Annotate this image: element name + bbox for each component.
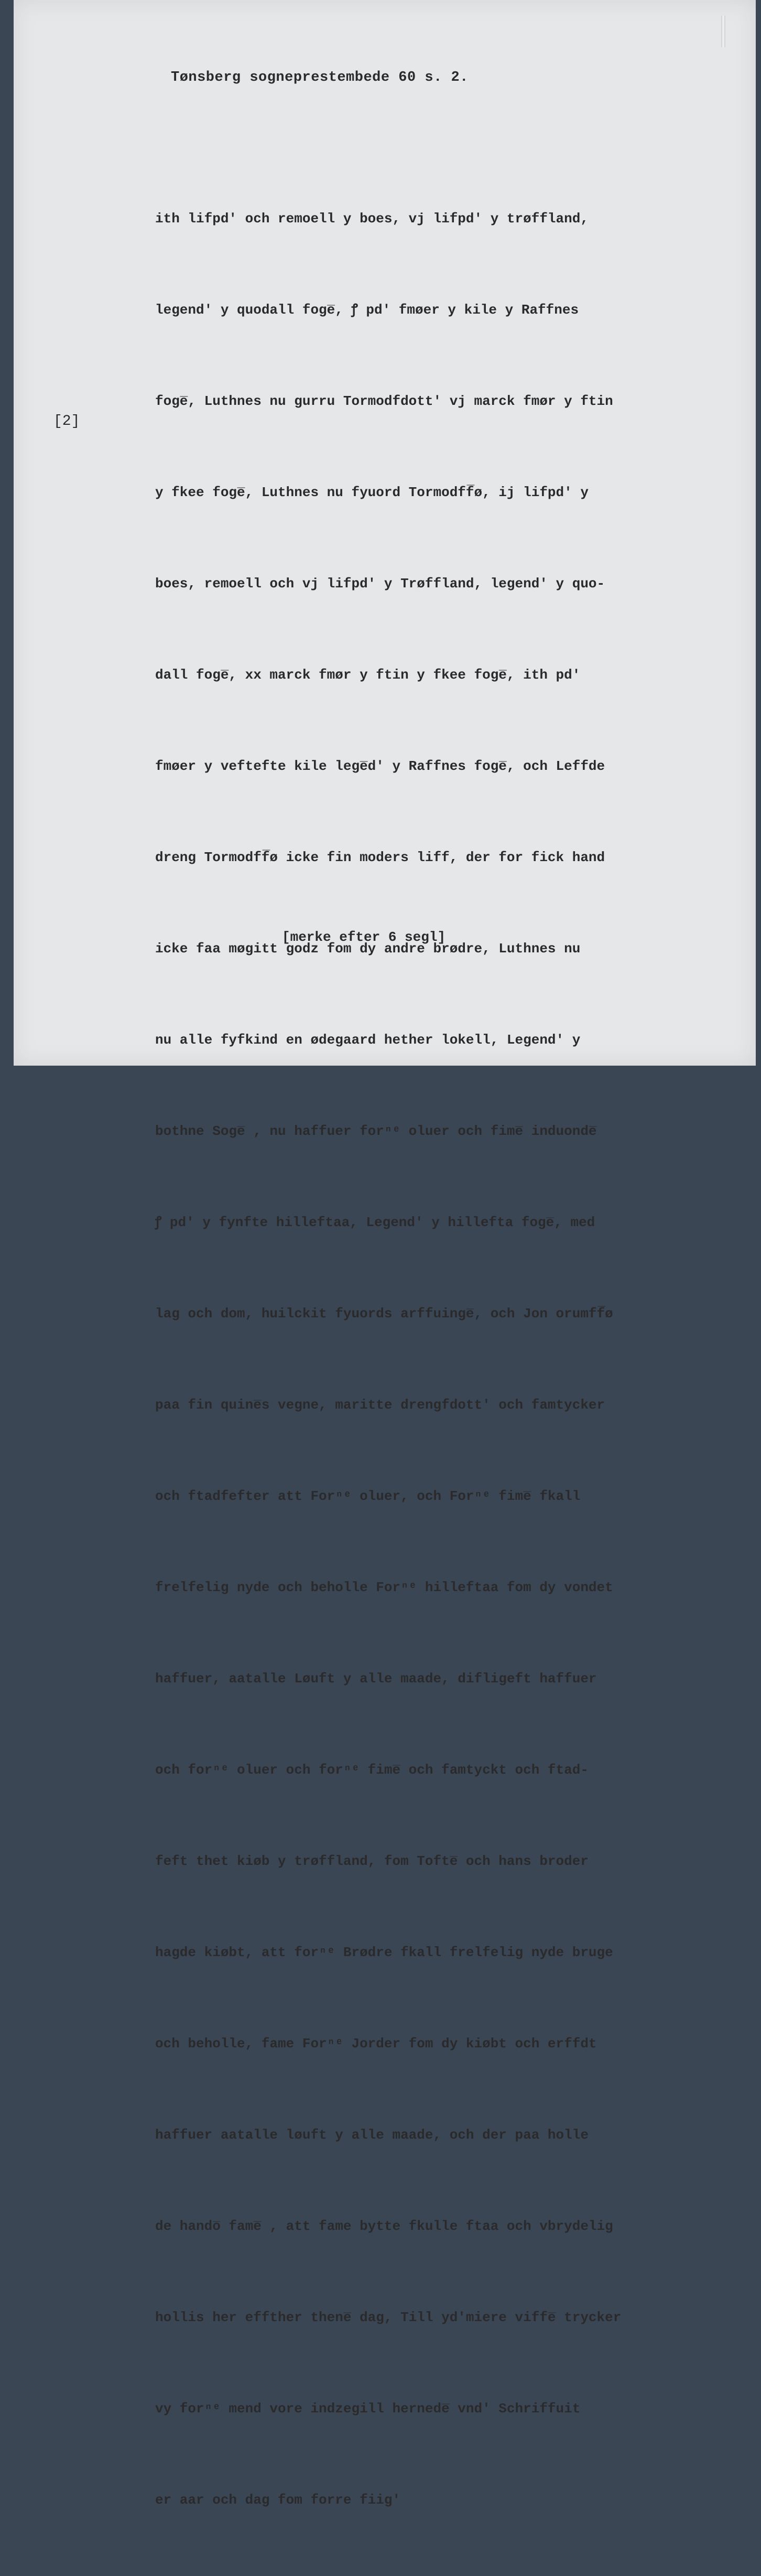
text-line: frelfelig nyde och beholle Forⁿᵉ hilleftaa fom dy vondet: [155, 1580, 613, 1595]
text-line: legend' y quodall foge̅, ꝭ pd' fmøer y kile y Raffnes: [155, 302, 579, 318]
text-line: feft thet kiøb y trøffland, fom Tofte̅ och hans broder: [155, 1853, 589, 1869]
text-line: boes, remoell och vj lifpd' y Trøffland, legend' y quo-: [155, 576, 605, 592]
text-line: haffuer aatalle løuft y alle maade, och der paa holle: [155, 2127, 589, 2143]
transcription-body: [155, 143, 700, 2576]
text-line: och forⁿᵉ oluer och forⁿᵉ fime̅ och famtyckt och ftad-: [155, 1762, 589, 1778]
text-line: ith lifpd' och remoell y boes, vj lifpd' y trøffland,: [155, 211, 589, 227]
paper-sheet: [14, 0, 756, 2508]
text-line: haffuer, aatalle Løuft y alle maade, difligeft haffuer: [155, 1671, 597, 1687]
text-line: hollis her effther thene̅ dag, Till yd'miere viffe̅ trycker: [155, 2310, 622, 2325]
text-line: och ftadfefter att Forⁿᵉ oluer, och Forⁿᵉ fime̅ fkall: [155, 1488, 581, 1504]
text-line: bothne Soge̅ , nu haffuer forⁿᵉ oluer och fime̅ induonde̅: [155, 1123, 597, 1139]
text-line: paa fin quine̅s vegne, maritte drengfdott' och famtycker: [155, 1397, 605, 1413]
text-line: dreng Tormodff̅ø icke fin moders liff, der for fick hand: [155, 850, 605, 865]
text-line: icke faa møgitt godz fom dy andre brødre, Luthnes nu: [155, 941, 581, 957]
page-header: Tønsberg sogneprestembede 60 s. 2.: [171, 70, 469, 85]
text-line: fmøer y veftefte kile lege̅d' y Raffnes foge̅, och Leffde: [155, 758, 605, 774]
text-line: er aar och dag fom forre fiig': [155, 2492, 401, 2508]
margin-page-number: [2]: [53, 413, 80, 430]
text-line: lag och dom, huilckit fyuords arffuinge̅, och Jon orumff̅ø: [155, 1306, 613, 1322]
text-line: nu alle fyfkind en ødegaard hether lokell, Legend' y: [155, 1032, 581, 1048]
text-line: de hando̅ fame̅ , att fame bytte fkulle ftaa och vbrydelig: [155, 2218, 613, 2234]
text-line: dall foge̅, xx marck fmør y ftin y fkee foge̅, ith pd': [155, 667, 581, 683]
text-line: ꝭ pd' y fynfte hilleftaa, Legend' y hillefta foge̅, med: [155, 1215, 595, 1230]
text-line: y fkee foge̅, Luthnes nu fyuord Tormodff̅ø, ij lifpd' y: [155, 485, 589, 500]
text-line: vy forⁿᵉ mend vore indzegill hernede̅ vnd' Schriffuit: [155, 2401, 581, 2417]
seal-note: [merke efter 6 segl]: [282, 929, 446, 945]
text-line: och beholle, fame Forⁿᵉ Jorder fom dy kiøbt och erffdt: [155, 2036, 597, 2052]
text-line: foge̅, Luthnes nu gurru Tormodfdott' vj marck fmør y ftin: [155, 393, 613, 409]
text-line: hagde kiøbt, att forⁿᵉ Brødre fkall frelfelig nyde bruge: [155, 1945, 613, 1960]
